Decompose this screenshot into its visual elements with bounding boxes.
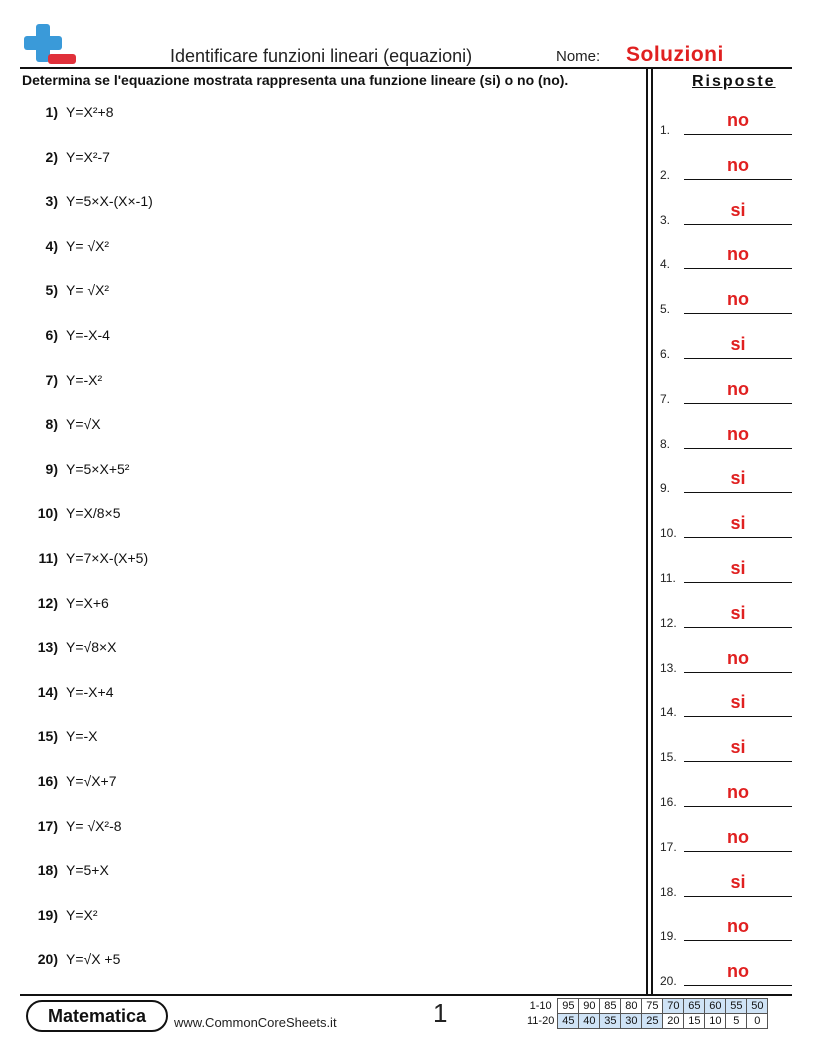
score-cell: 95 <box>558 999 579 1014</box>
answer-row <box>660 512 792 540</box>
score-cell: 45 <box>558 1014 579 1029</box>
answer-number: 17. <box>660 839 677 854</box>
answer-row <box>660 602 792 630</box>
question-item <box>24 725 98 747</box>
answer-blank-line <box>684 851 792 852</box>
question-item <box>24 770 117 792</box>
answer-row <box>660 378 792 406</box>
score-cell: 55 <box>726 999 747 1014</box>
question-equation: Y=5×X-(X×-1) <box>66 193 153 210</box>
answer-value[interactable]: si <box>730 513 746 534</box>
question-equation: Y=X²-7 <box>66 148 110 165</box>
answer-value[interactable]: si <box>730 199 746 220</box>
answer-blank-line <box>684 627 792 628</box>
question-equation: Y=-X <box>66 728 98 745</box>
answer-row <box>660 736 792 764</box>
question-number: 15) <box>37 728 58 745</box>
name-value: Soluzioni <box>626 43 724 66</box>
answer-row <box>660 243 792 271</box>
score-row <box>524 999 768 1014</box>
question-item <box>24 235 109 257</box>
question-item <box>24 948 120 970</box>
question-number: 19) <box>37 906 58 923</box>
question-equation: Y=X/8×5 <box>66 505 121 522</box>
question-number: 4) <box>45 237 58 254</box>
question-item <box>24 413 101 435</box>
answer-number: 5. <box>660 302 671 317</box>
answer-value[interactable]: no <box>727 244 749 265</box>
answer-row <box>660 557 792 585</box>
answer-value[interactable]: no <box>727 423 749 444</box>
answer-value[interactable]: no <box>727 647 749 668</box>
score-cell: 5 <box>726 1014 747 1029</box>
score-cell: 65 <box>684 999 705 1014</box>
answer-number: 10. <box>660 526 677 541</box>
answer-blank-line <box>684 403 792 404</box>
question-equation: Y=7×X-(X+5) <box>66 550 149 566</box>
question-item <box>24 815 122 837</box>
score-cell: 25 <box>642 1014 663 1029</box>
answer-value[interactable]: no <box>727 826 749 847</box>
answer-number: 12. <box>660 615 677 630</box>
question-number: 11) <box>38 550 58 566</box>
answer-blank-line <box>684 358 792 359</box>
question-number: 10) <box>37 505 58 522</box>
answer-blank-line <box>684 806 792 807</box>
score-cell: 30 <box>621 1014 642 1029</box>
answer-blank-line <box>684 537 792 538</box>
question-item <box>24 458 129 480</box>
answer-blank-line <box>684 268 792 269</box>
answer-value[interactable]: no <box>727 961 749 982</box>
score-cell: 90 <box>579 999 600 1014</box>
column-divider <box>651 67 653 995</box>
answer-number: 13. <box>660 660 677 675</box>
question-number: 2) <box>45 148 58 165</box>
logo-icon <box>24 24 80 68</box>
question-number: 6) <box>45 327 58 343</box>
answer-number: 9. <box>660 481 671 496</box>
answer-blank-line <box>684 179 792 180</box>
score-cell: 80 <box>621 999 642 1014</box>
question-item <box>24 101 113 123</box>
answer-value[interactable]: si <box>730 334 746 354</box>
answer-number: 19. <box>660 929 677 944</box>
name-label: Nome: <box>556 48 601 65</box>
answer-row <box>660 826 792 854</box>
question-equation: Y=-X+4 <box>66 683 114 700</box>
answer-row <box>660 781 792 809</box>
answer-value[interactable]: si <box>730 468 746 489</box>
question-item <box>24 324 110 346</box>
header-divider <box>20 67 792 69</box>
answer-blank-line <box>684 224 792 225</box>
question-equation: Y=√X+7 <box>66 773 117 789</box>
answer-number: 18. <box>660 884 677 899</box>
score-cell: 15 <box>684 1014 705 1029</box>
answer-value[interactable]: no <box>727 289 749 310</box>
question-item <box>24 547 148 569</box>
answer-number: 1. <box>660 123 671 137</box>
question-equation: Y=√X +5 <box>66 951 121 968</box>
score-cell: 0 <box>747 1014 768 1029</box>
answer-row <box>660 467 792 495</box>
question-equation: Y=5×X+5² <box>66 460 130 477</box>
question-number: 1) <box>45 104 58 120</box>
question-equation: Y= √X²-8 <box>66 817 122 834</box>
answer-number: 2. <box>660 167 671 182</box>
score-row <box>524 1014 768 1029</box>
score-cell: 10 <box>705 1014 726 1029</box>
answer-blank-line <box>684 985 792 986</box>
question-equation: Y=-X-4 <box>66 327 110 343</box>
question-equation: Y=X+6 <box>66 594 109 611</box>
question-equation: Y= √X² <box>66 282 110 299</box>
score-cell: 35 <box>600 1014 621 1029</box>
question-number: 12) <box>37 594 58 611</box>
question-number: 9) <box>45 460 58 477</box>
question-item <box>24 369 102 391</box>
answer-value[interactable]: si <box>730 692 746 713</box>
answer-blank-line <box>684 448 792 449</box>
answers-heading: Risposte <box>692 73 776 90</box>
score-row-label: 1-10 <box>529 1000 552 1012</box>
question-item <box>24 190 153 212</box>
question-number: 3) <box>45 193 58 210</box>
question-number: 8) <box>45 416 58 433</box>
question-number: 13) <box>37 639 58 656</box>
question-item <box>24 502 121 524</box>
answer-number: 20. <box>660 974 677 989</box>
column-divider <box>646 67 648 995</box>
question-number: 17) <box>37 817 58 834</box>
page-title: Identificare funzioni lineari (equazioni) <box>170 46 473 66</box>
question-equation: Y=√X <box>66 416 101 433</box>
question-number: 16) <box>37 773 58 789</box>
question-equation: Y= √X² <box>66 237 110 254</box>
answer-blank-line <box>684 313 792 314</box>
answer-number: 4. <box>660 257 671 272</box>
answer-number: 14. <box>660 705 677 720</box>
answer-number: 6. <box>660 347 671 361</box>
question-item <box>24 904 98 926</box>
answer-value[interactable]: no <box>727 154 749 175</box>
score-cell: 20 <box>663 1014 684 1029</box>
instructions: Determina se l'equazione mostrata rappresenta una funzione lineare (si) o no (no). <box>22 72 569 88</box>
answer-row <box>660 199 792 227</box>
answer-value[interactable]: si <box>730 737 746 758</box>
answer-value[interactable]: si <box>730 871 746 892</box>
score-table <box>524 998 768 1029</box>
question-number: 20) <box>37 951 58 968</box>
question-item <box>24 279 109 301</box>
score-cell: 40 <box>579 1014 600 1029</box>
answer-row <box>660 647 792 675</box>
question-equation: Y=5+X <box>66 862 109 879</box>
question-equation: Y=X² <box>66 906 98 923</box>
question-item <box>24 681 113 703</box>
answer-blank-line <box>684 672 792 673</box>
answer-blank-line <box>684 761 792 762</box>
answer-blank-line <box>684 582 792 583</box>
answer-value[interactable]: si <box>730 602 746 623</box>
answer-row <box>660 423 792 451</box>
answer-value[interactable]: no <box>727 916 749 937</box>
answer-row <box>660 691 792 719</box>
footer-divider <box>20 994 792 996</box>
answer-blank-line <box>684 492 792 493</box>
score-cell: 70 <box>663 999 684 1014</box>
question-item <box>24 636 117 658</box>
question-item <box>24 859 109 881</box>
answer-number: 8. <box>660 436 671 451</box>
answer-number: 16. <box>660 795 677 809</box>
answer-blank-line <box>684 716 792 717</box>
answer-row <box>660 288 792 316</box>
website-link[interactable]: www.CommonCoreSheets.it <box>174 1015 337 1030</box>
subject-badge: Matematica <box>26 1000 168 1032</box>
question-number: 14) <box>37 683 58 700</box>
score-cell: 75 <box>642 999 663 1014</box>
answer-row <box>660 960 792 988</box>
question-number: 7) <box>45 371 58 388</box>
answer-value[interactable]: si <box>730 558 746 578</box>
question-equation: Y=-X² <box>66 371 103 388</box>
answer-row <box>660 333 792 361</box>
question-number: 18) <box>37 862 58 879</box>
question-number: 5) <box>45 282 58 299</box>
score-cell: 50 <box>747 999 768 1014</box>
score-row-label: 11-20 <box>527 1015 555 1027</box>
score-cell: 85 <box>600 999 621 1014</box>
answer-number: 3. <box>660 212 671 227</box>
answer-row <box>660 871 792 899</box>
score-cell: 60 <box>705 999 726 1014</box>
answer-number: 11. <box>660 571 676 585</box>
answer-value[interactable]: no <box>727 378 749 399</box>
answer-row <box>660 109 792 137</box>
question-equation: Y=√8×X <box>66 639 117 656</box>
answer-number: 7. <box>660 391 671 406</box>
answer-row <box>660 915 792 943</box>
answer-blank-line <box>684 134 792 135</box>
question-item <box>24 592 109 614</box>
page-number: 1 <box>433 998 448 1028</box>
answer-blank-line <box>684 896 792 897</box>
question-item <box>24 146 110 168</box>
question-equation: Y=X²+8 <box>66 104 114 120</box>
answer-value[interactable]: no <box>727 110 749 130</box>
answer-blank-line <box>684 940 792 941</box>
answer-value[interactable]: no <box>727 782 749 802</box>
answer-number: 15. <box>660 750 677 765</box>
answer-row <box>660 154 792 182</box>
